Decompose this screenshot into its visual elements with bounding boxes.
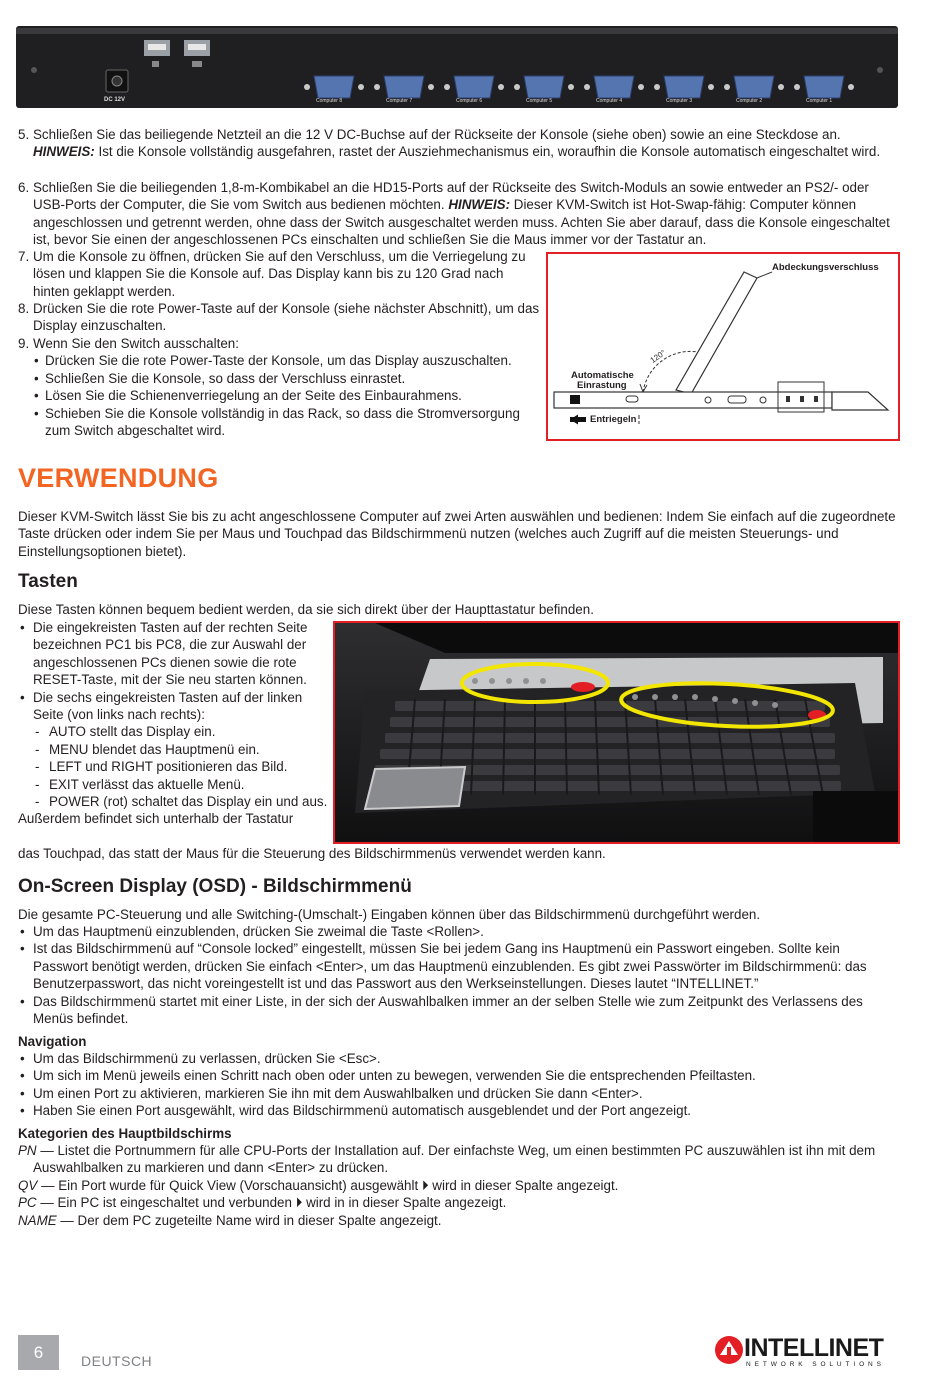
list-item: - POWER (rot) schaltet das Display ein und aus.	[18, 793, 331, 810]
port-label: Computer 8	[316, 98, 343, 104]
brand-name: INTELLINET	[744, 1334, 884, 1362]
list-item: • Um sich im Menü jeweils einen Schritt nach oben oder unten zu bewegen, verwenden Sie die entsprechenden Pfeiltasten.	[18, 1067, 898, 1084]
keyboard-photo	[333, 621, 900, 844]
console-diagram	[546, 252, 900, 441]
step-number: 7.	[18, 249, 30, 264]
tasten-outro: Außerdem befindet sich unterhalb der Tastatur	[18, 811, 294, 827]
auto-lock-label-1: Automatische	[571, 370, 634, 381]
category-item	[18, 1142, 898, 1177]
angle-label: 120°	[648, 348, 668, 366]
step-text: Schließen Sie die beiliegenden 1,8-m-Kombikabel an die HD15-Ports auf der Rückseite des Switch-Moduls an sowie entweder an PS2/- oder USB-Ports der Computer, die Sie vom Switch aus bedienen möchten. HINWEIS: Dieser KVM-Switch ist Hot-Swap-fähig: Computer können angeschlossen und getrennt werden, ohne dass der Switch ausgeschaltet werden muss. Achten Sie aber darauf, dass die Konsole eingeschaltet ist, bevor Sie einen der angeschlossenen PCs einschalten und schließen Sie die Maus immer vor der Tastatur an.	[33, 180, 890, 248]
list-item: • Um das Bildschirmmenü zu verlassen, drücken Sie <Esc>.	[18, 1050, 898, 1067]
intellinet-logo	[714, 1334, 898, 1370]
navigation-list	[18, 1050, 898, 1120]
list-item: - AUTO stellt das Display ein.	[18, 723, 331, 740]
step-9	[18, 335, 543, 439]
step-number: 8.	[18, 301, 30, 316]
port-label: Computer 1	[806, 98, 833, 104]
categories-list	[18, 1142, 898, 1229]
port-label: Computer 2	[736, 98, 763, 104]
intro-paragraph: Dieser KVM-Switch lässt Sie bis zu acht angeschlossene Computer auf zwei Arten auswählen und bedienen: Indem Sie einfach auf die zugeordnete Taste drücken oder indem Sie per Maus und Touchpad das Bildschirmmenü nutzen (welches auch Zugriff auf die meisten Steuerungs- und Einstellungsoptionen bietet).	[18, 509, 896, 559]
category-text: — Listet die Portnummern für alle CPU-Ports der Installation auf. Der einfachste Weg, um einen bestimmten PC auszuwählen ist ihn mit dem Auswahlbalken zu markieren und dann <Enter> zu drücken.	[33, 1143, 876, 1176]
port-label: Computer 3	[666, 98, 693, 104]
category-text: — Der dem PC zugeteilte Name wird in dieser Spalte angezeigt.	[56, 1212, 442, 1228]
list-item: • Um das Hauptmenü einzublenden, drücken Sie zweimal die Taste <Rollen>.	[18, 923, 898, 940]
list-item: • Drücken Sie die rote Power-Taste der Konsole, um das Display auszuschalten.	[18, 352, 543, 369]
brand-tagline: NETWORK SOLUTIONS	[746, 1361, 885, 1368]
osd-list	[18, 923, 898, 1027]
step-number: 9.	[18, 336, 30, 351]
step-text: Drücken Sie die rote Power-Taste auf der Konsole (siehe nächster Abschnitt), um das Display einzuschalten.	[33, 301, 540, 334]
osd-intro: Die gesamte PC-Steuerung und alle Switching-(Umschalt-) Eingaben können über das Bildschirmmenü durchgeführt werden.	[18, 907, 761, 922]
category-key: PC	[18, 1195, 37, 1211]
list-item: - EXIT verlässt das aktuelle Menü.	[18, 776, 331, 793]
list-item: • Das Bildschirmmenü startet mit einer Liste, in der sich der Auswahlbalken immer an der selben Stelle wie zum Zeitpunkt des Verlassens des Menüs befindet.	[18, 993, 898, 1028]
dc-label: DC 12V	[104, 97, 126, 103]
cover-latch-label: Abdeckungsverschluss	[772, 262, 879, 273]
list-item: • Die eingekreisten Tasten auf der rechten Seite bezeichnen PC1 bis PC8, die zur Auswahl der angeschlossenen PCs dienen sowie die rote RESET-Taste, mit der Sie neu starten können.	[18, 619, 331, 689]
category-key: QV	[18, 1177, 38, 1193]
step-text: Um die Konsole zu öffnen, drücken Sie auf den Verschluss, um die Verriegelung zu lösen und klappen Sie die Konsole auf. Das Display kann bis zu 120 Grad nach hinten geklappt werden.	[33, 249, 526, 299]
list-item: - LEFT und RIGHT positionieren das Bild.	[18, 758, 331, 775]
navigation-heading: Navigation	[18, 1034, 87, 1049]
step-9-bullets	[18, 352, 543, 439]
osd-heading: On-Screen Display (OSD) - Bildschirmmenü	[18, 876, 412, 897]
tasten-outro-2: das Touchpad, das statt der Maus für die Steuerung des Bildschirmmenüs verwendet werden kann.	[18, 846, 606, 861]
categories-heading: Kategorien des Hauptbildschirms	[18, 1126, 232, 1141]
rear-panel-photo	[16, 26, 898, 108]
page-number: 6	[18, 1335, 59, 1370]
step-number: 5.	[18, 127, 30, 142]
footer-language: DEUTSCH	[81, 1353, 153, 1369]
step-7	[18, 248, 540, 300]
list-item: • Die sechs eingekreisten Tasten auf der linken Seite (von links nach rechts):	[18, 689, 331, 724]
port-label: Computer 7	[386, 98, 413, 104]
category-text: — Ein PC ist eingeschaltet und verbunden ⏵ wird in in dieser Spalte angezeigt.	[36, 1195, 507, 1211]
step-5	[18, 126, 898, 161]
port-label: Computer 6	[456, 98, 483, 104]
tasten-intro: Diese Tasten können bequem bedient werden, da sie sich direkt über der Haupttastatur befinden.	[18, 602, 594, 617]
release-label: Entriegeln	[590, 414, 637, 425]
logo-mark-icon	[714, 1335, 744, 1365]
port-label: Computer 4	[596, 98, 623, 104]
step-number: 6.	[18, 180, 30, 195]
step-6	[18, 179, 898, 249]
port-label: Computer 5	[526, 98, 553, 104]
step-8	[18, 300, 540, 335]
category-item	[18, 1177, 898, 1194]
category-key: NAME	[18, 1212, 57, 1228]
list-item: • Haben Sie einen Port ausgewählt, wird das Bildschirmmenü automatisch ausgeblendet und der Port angezeigt.	[18, 1102, 898, 1119]
auto-lock-label-2: Einrastung	[577, 380, 627, 391]
list-item: • Lösen Sie die Schienenverriegelung an der Seite des Einbaurahmens.	[18, 387, 543, 404]
list-item: • Schließen Sie die Konsole, so dass der Verschluss einrastet.	[18, 370, 543, 387]
list-item: • Ist das Bildschirmmenü auf “Console locked” eingestellt, müssen Sie bei jedem Gang ins Hauptmenü ein Passwort eingeben. Sollte kein Passwort benötigt werden, drücken Sie einfach <Enter>, um das Hauptmenü einzublenden. Es gibt zwei Passwörter im Bildschirmmenü: das Benutzerpasswort, das nicht voreingestellt ist und das Passwort aus den Werkseinstellungen. Dieses lautet “INTELLINET.”	[18, 940, 898, 992]
category-item	[18, 1194, 898, 1211]
section-title: VERWENDUNG	[18, 463, 219, 493]
step-text: Wenn Sie den Switch ausschalten:	[33, 336, 239, 351]
list-item: • Schieben Sie die Konsole vollständig in das Rack, so dass die Stromversorgung zum Switch abgeschaltet wird.	[18, 405, 543, 440]
step-text: Schließen Sie das beiliegende Netzteil an die 12 V DC-Buchse auf der Rückseite der Konsole (siehe oben) sowie an eine Steckdose an. HINWEIS: Ist die Konsole vollständig ausgefahren, rastet der Ausziehmechanismus ein, woraufhin die Konsole automatisch eingeschaltet wird.	[33, 127, 881, 160]
category-key: PN	[18, 1143, 37, 1158]
list-item: - MENU blendet das Hauptmenü ein.	[18, 741, 331, 758]
list-item: • Um einen Port zu aktivieren, markieren Sie ihn mit dem Auswahlbalken und drücken Sie dann <Enter>.	[18, 1085, 898, 1102]
category-text: — Ein Port wurde für Quick View (Vorschauansicht) ausgewählt ⏵ wird in dieser Spalte angezeigt.	[37, 1177, 619, 1193]
tasten-list	[18, 619, 331, 828]
tasten-heading: Tasten	[18, 571, 78, 592]
category-item	[18, 1212, 898, 1229]
